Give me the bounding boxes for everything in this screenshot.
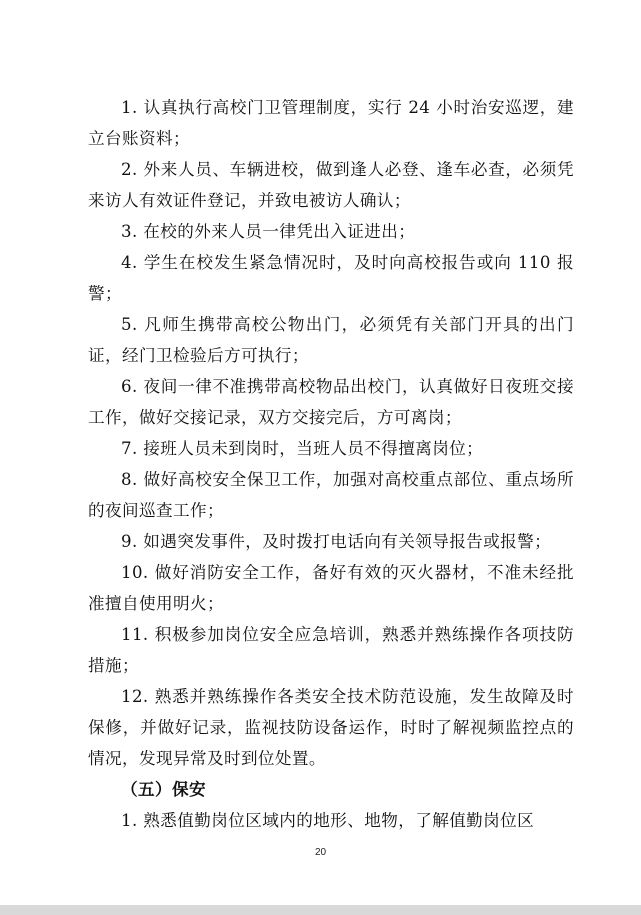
page-content (88, 92, 574, 836)
page-number: 20 (314, 847, 327, 858)
section-heading: （五）保安 (121, 779, 206, 799)
list-item: 8. 做好高校安全保卫工作，加强对高校重点部位、重点场所的夜间巡查工作； (88, 470, 574, 520)
list-item: 3. 在校的外来人员一律凭出入证进出； (121, 222, 416, 241)
list-item: 1. 认真执行高校门卫管理制度，实行 24 小时治安巡逻，建立台账资料； (88, 98, 574, 148)
list-item: 9. 如遇突发事件，及时拨打电话向有关领导报告或报警； (121, 532, 552, 551)
list-item: 10. 做好消防安全工作，备好有效的灭火器材，不准未经批准擅自使用明火； (88, 563, 574, 613)
list-item: 2. 外来人员、车辆进校，做到逢人必登、逢车必查，必须凭来访人有效证件登记，并致电被访人确认； (88, 160, 574, 210)
viewer-bottom-bar (0, 905, 641, 915)
list-item: 12. 熟悉并熟练操作各类安全技术防范设施，发生故障及时保修，并做好记录，监视技防设备运作，时时了解视频监控点的情况，发现异常及时到位处置。 (88, 687, 574, 768)
list-item: 6. 夜间一律不准携带高校物品出校门，认真做好日夜班交接工作，做好交接记录，双方交接完后，方可离岗； (88, 377, 574, 427)
list-item: 5. 凡师生携带高校公物出门，必须凭有关部门开具的出门证，经门卫检验后方可执行； (88, 315, 574, 365)
list-item: 4. 学生在校发生紧急情况时，及时向高校报告或向 110 报警； (88, 253, 574, 303)
list-item: 1. 熟悉值勤岗位区域内的地形、地物，了解值勤岗位区 (121, 811, 535, 830)
list-item: 11. 积极参加岗位安全应急培训，熟悉并熟练操作各项技防措施； (88, 625, 574, 675)
list-item: 7. 接班人员未到岗时，当班人员不得擅离岗位； (121, 439, 484, 458)
